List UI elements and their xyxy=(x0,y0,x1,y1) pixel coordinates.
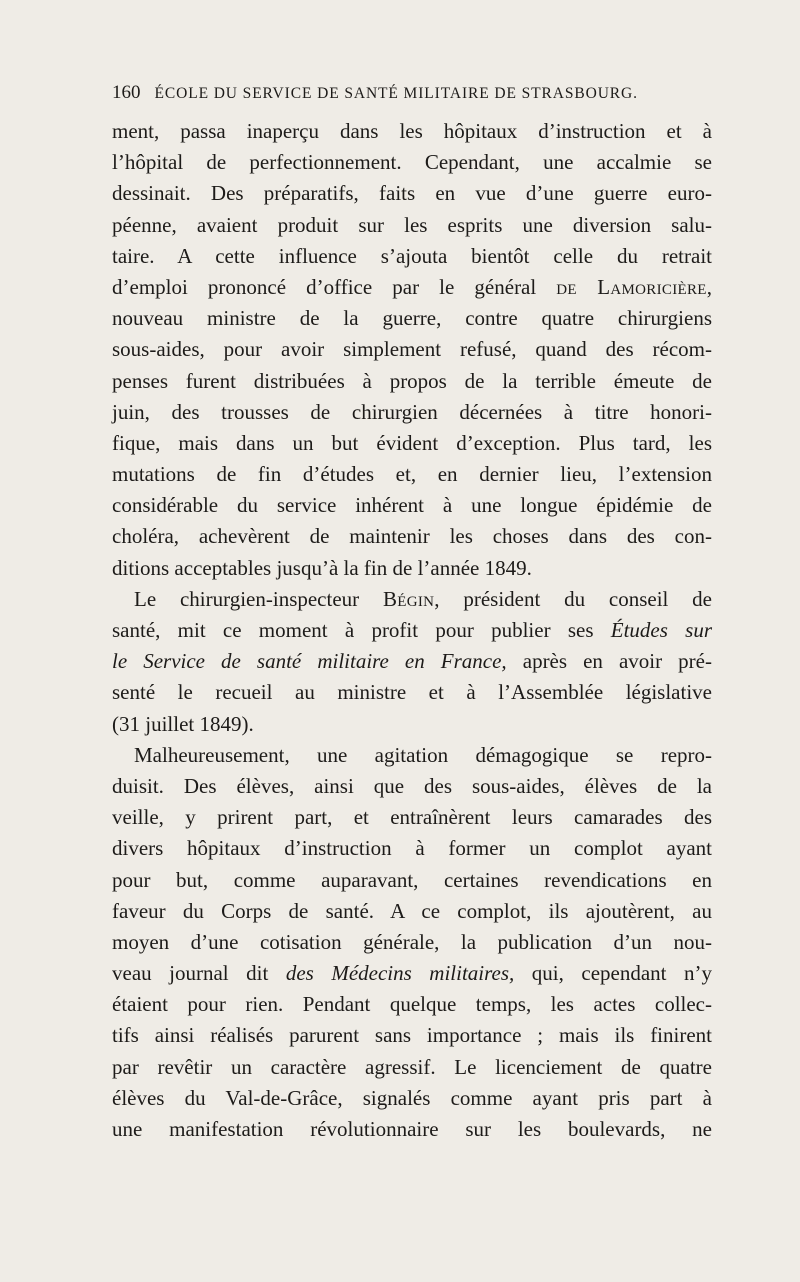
text-line xyxy=(112,615,712,646)
book-page xyxy=(112,82,712,1145)
text-line: l’hôpital de perfectionnement. Cependant, une accalmie se xyxy=(112,150,712,175)
text-line: moyen d’une cotisation générale, la publication d’un nou- xyxy=(112,929,712,954)
text-line xyxy=(112,646,712,677)
body-text xyxy=(112,116,712,1145)
text-line: élèves du Val-de-Grâce, signalés comme ayant pris part à xyxy=(112,1085,712,1110)
text-line: considérable du service inhérent à une longue épidémie de xyxy=(112,493,712,518)
running-head xyxy=(112,82,712,116)
text-line: sous-aides, pour avoir simplement refusé, quand des récom- xyxy=(112,337,712,362)
text-line: penses furent distribuées à propos de la terrible émeute de xyxy=(112,368,712,393)
running-title: ÉCOLE DU SERVICE DE SANTÉ MILITAIRE DE STRASBOURG. xyxy=(154,85,638,102)
text-fragment: , xyxy=(706,274,712,299)
text-fragment: qui, cependant n’y xyxy=(514,961,712,986)
text-line: une manifestation révolutionnaire sur les boulevards, ne xyxy=(112,1117,712,1141)
text-fragment: après en avoir pré- xyxy=(506,649,712,674)
text-line: choléra, achevèrent de maintenir les choses dans des con- xyxy=(112,524,712,549)
text-line: taire. A cette influence s’ajouta bientôt celle du retrait xyxy=(112,243,712,268)
page-number: 160 xyxy=(112,82,141,103)
text-fragment: d’emploi prononcé d’office par le général xyxy=(112,274,557,299)
text-line: fique, mais dans un but évident d’exception. Plus tard, les xyxy=(112,430,712,455)
text-fragment: Le chirurgien-inspecteur xyxy=(134,586,383,611)
text-line: Malheureusement, une agitation démagogique se repro- xyxy=(134,742,712,767)
journal-title: des Médecins militaires, xyxy=(285,961,515,986)
text-line: senté le recueil au ministre et à l’Assemblée législative xyxy=(112,680,712,705)
text-line: faveur du Corps de santé. A ce complot, ils ajoutèrent, au xyxy=(112,898,712,923)
text-fragment: santé, mit ce moment à profit pour publier ses xyxy=(112,618,611,642)
text-line: tifs ainsi réalisés parurent sans importance ; mais ils finirent xyxy=(112,1023,712,1048)
text-line: mutations de fin d’études et, en dernier lieu, l’extension xyxy=(112,462,712,487)
text-line: pour but, comme auparavant, certaines revendications en xyxy=(112,867,712,892)
text-line: ment, passa inaperçu dans les hôpitaux d’instruction et à xyxy=(112,119,712,143)
book-title-fragment: le Service de santé militaire en France, xyxy=(112,649,507,674)
text-line: par revêtir un caractère agressif. Le licenciement de quatre xyxy=(112,1054,712,1079)
person-name-lamoriciere: de Lamoricière xyxy=(556,274,707,299)
book-title-fragment: Études sur xyxy=(610,618,712,642)
text-line: juin, des trousses de chirurgien décernées à titre honori- xyxy=(112,399,712,424)
text-line: duisit. Des élèves, ainsi que des sous-aides, élèves de la xyxy=(112,773,712,798)
text-line: étaient pour rien. Pendant quelque temps, les actes collec- xyxy=(112,992,712,1017)
text-line: ditions acceptables jusqu’à la fin de l’année 1849. xyxy=(112,555,532,580)
text-line: nouveau ministre de la guerre, contre quatre chirurgiens xyxy=(112,306,712,331)
text-line xyxy=(112,584,712,615)
person-name-begin: Bégin xyxy=(382,586,435,611)
text-line: dessinait. Des préparatifs, faits en vue d’une guerre euro- xyxy=(112,181,712,206)
text-line: (31 juillet 1849). xyxy=(112,711,254,736)
text-fragment: veau journal dit xyxy=(112,961,286,986)
text-line: péenne, avaient produit sur les esprits une diversion salu- xyxy=(112,212,712,237)
text-fragment: , président du conseil de xyxy=(434,586,713,611)
text-line xyxy=(112,272,712,303)
text-line: veille, y prirent part, et entraînèrent leurs camarades des xyxy=(112,805,712,830)
text-line: divers hôpitaux d’instruction à former un complot ayant xyxy=(112,836,712,861)
text-line xyxy=(112,958,712,989)
